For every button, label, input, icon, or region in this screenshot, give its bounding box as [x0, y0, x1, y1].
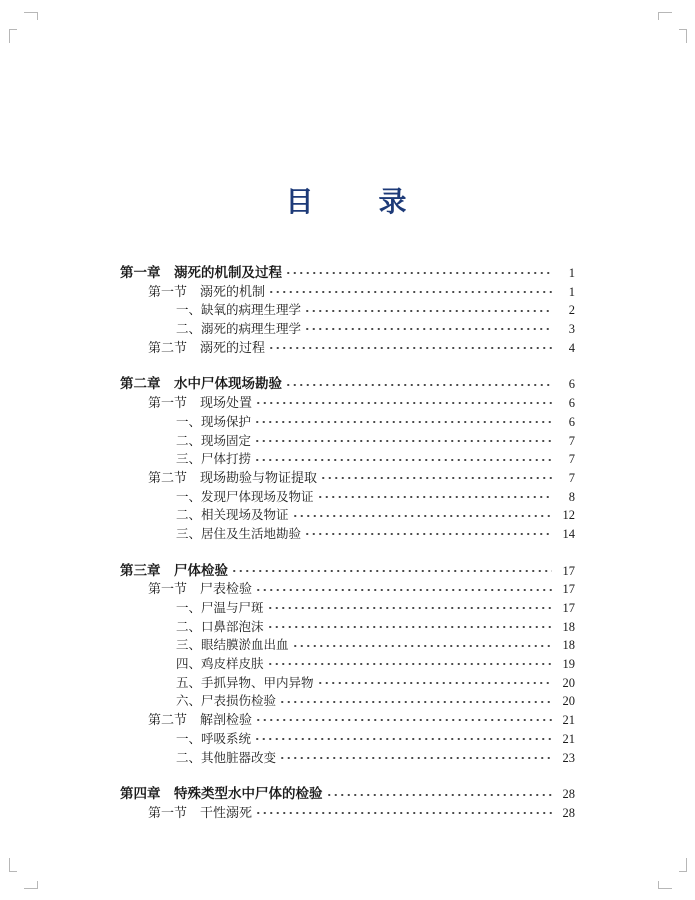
toc-entry-page: 23 [562, 750, 575, 765]
dot-leader [255, 399, 552, 407]
toc-entry-label: 第一节 溺死的机制 [148, 283, 266, 299]
toc-entry [120, 692, 575, 711]
toc-entry [120, 655, 575, 674]
toc-entry [120, 525, 575, 544]
toc-entry-page: 7 [568, 470, 575, 485]
toc-entry-page: 12 [562, 508, 575, 523]
toc-entry [120, 301, 575, 320]
dot-leader [254, 437, 552, 445]
toc-entry-page: 28 [562, 787, 575, 802]
dot-leader [267, 660, 552, 668]
toc-entry-page: 3 [568, 322, 575, 337]
toc-entry-label: 第二节 现场勘验与物证提取 [148, 469, 318, 485]
toc-entry-label: 一、现场保护 [176, 414, 252, 429]
toc-entry-page: 6 [568, 377, 575, 392]
toc-entry-label: 一、发现尸体现场及物证 [176, 489, 314, 504]
toc-entry [120, 320, 575, 339]
toc-entry-page: 1 [568, 284, 575, 299]
toc-entry [120, 804, 575, 823]
toc-entry-label: 二、溺死的病理生理学 [176, 322, 302, 337]
crop-mark-top-left-outer [24, 12, 38, 20]
dot-leader [255, 716, 552, 724]
toc-entry [120, 562, 575, 581]
toc-entry-label: 第一节 尸表检验 [148, 581, 253, 597]
toc-entry [120, 488, 575, 507]
toc-entry-label: 一、呼吸系统 [176, 731, 252, 746]
dot-leader [317, 493, 552, 501]
toc-entry [120, 636, 575, 655]
toc-entry-label: 五、手抓异物、甲内异物 [176, 675, 314, 690]
dot-leader [320, 474, 552, 482]
toc-entry-page: 6 [568, 396, 575, 411]
toc-entry-page: 17 [562, 582, 575, 597]
crop-mark-top-left-inner [9, 29, 17, 43]
toc-entry [120, 375, 575, 394]
toc-entry-label: 二、口鼻部泡沫 [176, 619, 264, 634]
dot-leader [254, 735, 552, 743]
toc-entry-page: 7 [568, 433, 575, 448]
dot-leader [304, 307, 552, 315]
toc-entry-label: 第一节 现场处置 [148, 395, 253, 411]
toc-entry [120, 264, 575, 283]
dot-leader [255, 586, 552, 594]
dot-leader [285, 381, 552, 389]
toc-entry-label: 二、相关现场及物证 [176, 508, 289, 523]
dot-leader [267, 604, 552, 612]
toc-entry [120, 506, 575, 525]
dot-leader [304, 530, 552, 538]
toc-entry [120, 339, 575, 358]
toc-entry-page: 8 [568, 489, 575, 504]
toc-entry-page: 20 [562, 675, 575, 690]
toc-entry-page: 17 [562, 601, 575, 615]
toc-entry-label: 第三章 尸体检验 [120, 562, 228, 578]
crop-mark-top-right-outer [658, 12, 672, 20]
toc-entry-page: 20 [562, 694, 575, 709]
toc-entry-label: 六、尸表损伤检验 [176, 694, 277, 709]
dot-leader [267, 623, 552, 631]
toc-entry-page: 18 [562, 619, 575, 634]
toc-entry [120, 711, 575, 730]
toc-entry-page: 2 [568, 303, 575, 318]
toc-entry-label: 第二章 水中尸体现场勘验 [120, 376, 282, 392]
toc-entry-label: 第一节 干性溺死 [148, 804, 253, 820]
toc-entry-page: 7 [568, 452, 575, 467]
toc-entry-page: 18 [562, 638, 575, 653]
dot-leader [254, 418, 552, 426]
toc-entry [120, 450, 575, 469]
toc-entry-page: 1 [568, 266, 575, 280]
crop-mark-bottom-left-outer [24, 881, 38, 889]
dot-leader [304, 325, 552, 333]
dot-leader [326, 791, 553, 799]
toc-entry [120, 599, 575, 618]
toc-entry-label: 第一章 溺死的机制及过程 [120, 265, 282, 280]
toc-entry-page: 6 [568, 414, 575, 429]
toc-entry-page: 19 [562, 657, 575, 672]
toc-entry [120, 749, 575, 768]
toc-entry-page: 14 [562, 526, 575, 541]
toc-entry [120, 469, 575, 488]
toc-entry [120, 394, 575, 413]
page-title: 目 录 [285, 187, 410, 218]
toc-entry [120, 785, 575, 804]
toc-entry-label: 三、尸体打捞 [176, 452, 252, 467]
dot-leader [279, 754, 552, 762]
toc-entry-label: 三、眼结膜淤血出血 [176, 638, 289, 653]
toc-entry [120, 413, 575, 432]
dot-leader [268, 344, 552, 352]
dot-leader [292, 642, 552, 650]
crop-mark-bottom-right-outer [658, 881, 672, 889]
dot-leader [268, 288, 552, 296]
dot-leader [231, 567, 552, 575]
toc-entry [120, 432, 575, 451]
toc-entry-page: 17 [562, 563, 575, 578]
toc-entry [120, 283, 575, 302]
dot-leader [317, 679, 552, 687]
crop-mark-bottom-left-inner [9, 858, 17, 872]
toc-entry-label: 一、缺氧的病理生理学 [176, 303, 302, 318]
toc-entry-label: 二、其他脏器改变 [176, 750, 277, 765]
toc-entry-label: 一、尸温与尸斑 [176, 601, 264, 615]
toc-entry-label: 四、鸡皮样皮肤 [176, 657, 264, 672]
dot-leader [279, 698, 552, 706]
toc-entry-label: 第二节 溺死的过程 [148, 339, 266, 355]
toc-list [120, 264, 575, 823]
toc-entry-label: 第二节 解剖检验 [148, 712, 253, 728]
dot-leader [292, 512, 552, 520]
toc-entry-page: 21 [562, 713, 575, 728]
crop-mark-bottom-right-inner [679, 858, 687, 872]
dot-leader [255, 809, 552, 817]
toc-entry-page: 21 [562, 731, 575, 746]
toc-entry-label: 二、现场固定 [176, 433, 252, 448]
toc-entry [120, 618, 575, 637]
crop-mark-top-right-inner [679, 29, 687, 43]
dot-leader [285, 269, 552, 277]
toc-entry-label: 三、居住及生活地勘验 [176, 526, 302, 541]
toc-entry-label: 第四章 特殊类型水中尸体的检验 [120, 786, 323, 802]
dot-leader [254, 456, 552, 464]
toc-entry-page: 28 [562, 805, 575, 820]
toc-entry-page: 4 [568, 340, 575, 355]
toc-entry [120, 580, 575, 599]
toc-entry [120, 674, 575, 693]
toc-entry [120, 730, 575, 749]
